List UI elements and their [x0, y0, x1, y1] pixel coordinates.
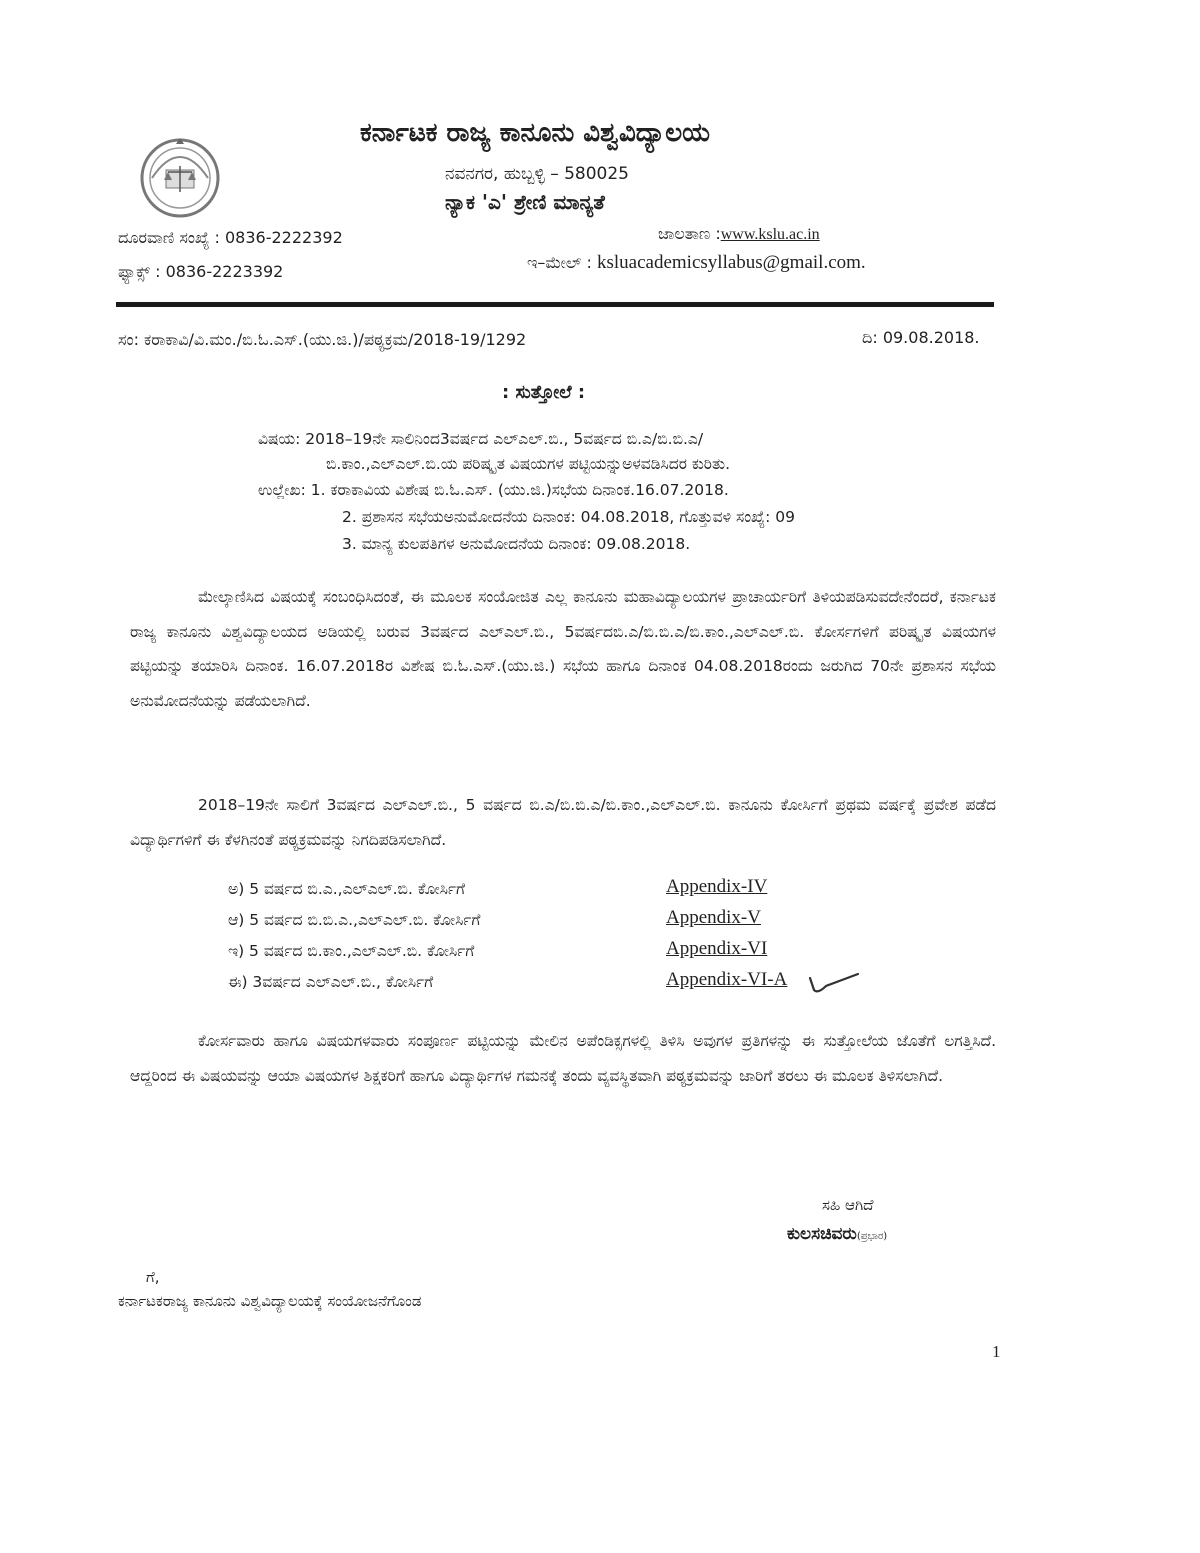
- reference-3: 3. ಮಾನ್ಯ ಕುಲಪತಿಗಳ ಅನುಮೋದನೆಯ ದಿನಾಂಕ: 09.08.2018.: [342, 535, 691, 553]
- appendix-link[interactable]: Appendix-IV: [666, 876, 768, 897]
- reference-1: ಉಲ್ಲೇಖ: 1. ಕರಾಕಾವಿಯ ವಿಶೇಷ ಬಿ.ಓ.ಎಸ್. (ಯು.ಜಿ.)ಸಭೆಯ ದಿನಾಂಕ.16.07.2018.: [258, 481, 729, 499]
- subject-line-2: ಬಿ.ಕಾಂ.,ಎಲ್ಎಲ್.ಬಿ.ಯ ಪರಿಷ್ಕೃತ ವಿಷಯಗಳ ಪಟ್ಟಿಯನ್ನುಅಳವಡಿಸಿದರ ಕುರಿತು.: [326, 455, 731, 473]
- phone-label: ದೂರವಾಣಿ ಸಂಖ್ಯೆ :: [118, 228, 220, 247]
- signatory-title: ಕುಲಸಚಿವರು: [787, 1224, 857, 1244]
- paragraph-1-text: ಮೇಲ್ಕಾಣಿಸಿದ ವಿಷಯಕ್ಕೆ ಸಂಬಂಧಿಸಿದಂತೆ, ಈ ಮೂಲಕ ಸಂಯೋಜಿತ ಎಲ್ಲ ಕಾನೂನು ಮಹಾವಿದ್ಯಾಲಯಗಳ ಪ್ರಾಚಾರ್ಯರಿಗೆ ತಿಳಿಯಪಡಿಸುವದೇನೆಂದರೆ, ಕರ್ನಾಟಕ ರಾಜ್ಯ ಕಾನೂನು ವಿಶ್ವವಿದ್ಯಾಲಯದ ಅಡಿಯಲ್ಲಿ ಬರುವ 3ವರ್ಷದ ಎಲ್ಎಲ್.ಬಿ., 5ವರ್ಷದಬಿ.ಎ/ಬಿ.ಬಿ.ಎ/ಬಿ.ಕಾಂ.,ಎಲ್ಎಲ್.ಬಿ. ಕೋರ್ಸಗಳಿಗೆ ಪರಿಷ್ಕೃತ ವಿಷಯಗಳ ಪಟ್ಟಿಯನ್ನು ತಯಾರಿಸಿ ದಿನಾಂಕ. 16.07.2018ರ ವಿಶೇಷ ಬಿ.ಓ.ಎಸ್.(ಯು.ಜಿ.) ಸಭೆಯ ಹಾಗೂ ದಿನಾಂಕ 04.08.2018ರಂದು ಜರುಗಿದ 70ನೇ ಪ್ರಶಾಸನ ಸಭೆಯ ಅನುಮೋದನೆಯನ್ನು ಪಡೆಯಲಾಗಿದೆ.: [130, 588, 996, 710]
- signatory: [787, 1224, 887, 1244]
- to-recipient: ಕರ್ನಾಟಕರಾಜ್ಯ ಕಾನೂನು ವಿಶ್ವವಿದ್ಯಾಲಯಕ್ಕೆ ಸಂಯೋಜನೆಗೊಂಡ: [118, 1292, 422, 1310]
- paragraph-1: [130, 580, 996, 718]
- signatory-note: (ಪ್ರಭಾರ): [856, 1231, 888, 1242]
- appendix-link[interactable]: Appendix-V: [666, 907, 761, 928]
- university-logo: [132, 126, 228, 222]
- email: [527, 252, 866, 274]
- email-label: ಇ–ಮೇಲ್ :: [527, 253, 592, 272]
- university-address: ನವನಗರ, ಹುಬ್ಬಳ್ಳಿ – 580025: [445, 164, 629, 184]
- signature-note: ಸಹಿ ಆಗಿದೆ: [822, 1196, 874, 1214]
- header-divider: [116, 302, 994, 307]
- appendix-link[interactable]: Appendix-VI: [666, 938, 768, 959]
- reference-number: ಸಂ: ಕರಾಕಾವಿ/ವಿ.ಮಂ./ಬಿ.ಓ.ಎಸ್.(ಯು.ಜಿ.)/ಪಠ್ಯಕ್ರಮ/2018-19/1292: [118, 330, 527, 349]
- paragraph-3: [130, 1024, 996, 1093]
- circular-heading: : ಸುತ್ತೋಲೆ :: [502, 382, 586, 403]
- page-number: 1: [992, 1342, 1001, 1361]
- university-name: ಕರ್ನಾಟಕ ರಾಜ್ಯ ಕಾನೂನು ವಿಶ್ವವಿದ್ಯಾಲಯ: [360, 118, 710, 148]
- to-label: ಗೆ,: [146, 1268, 160, 1286]
- list-item: ಇ) 5 ವರ್ಷದ ಬಿ.ಕಾಂ.,ಎಲ್ಎಲ್.ಬಿ. ಕೋರ್ಸಿಗೆ: [228, 942, 475, 960]
- fax-label: ಫ್ಯಾಕ್ಸ್ :: [118, 262, 161, 281]
- paragraph-3-text: ಕೋರ್ಸವಾರು ಹಾಗೂ ವಿಷಯಗಳವಾರು ಸಂಪೂರ್ಣ ಪಟ್ಟಿಯನ್ನು ಮೇಲಿನ ಅಪೆಂಡಿಕ್ಸಗಳಲ್ಲಿ ತಿಳಿಸಿ ಅವುಗಳ ಪ್ರತಿಗಳನ್ನು ಈ ಸುತ್ತೋಲೆಯ ಜೊತೆಗೆ ಲಗತ್ತಿಸಿದೆ. ಆದ್ದರಿಂದ ಈ ವಿಷಯವನ್ನು ಆಯಾ ವಿಷಯಗಳ ಶಿಕ್ಷಕರಿಗೆ ಹಾಗೂ ವಿದ್ಯಾರ್ಥಿಗಳ ಗಮನಕ್ಕೆ ತಂದು ವ್ಯವಸ್ಥಿತವಾಗಿ ಪಠ್ಯಕ್ರಮವನ್ನು ಜಾರಿಗೆ ತರಲು ಈ ಮೂಲಕ ತಿಳಿಸಲಾಗಿದೆ.: [130, 1032, 996, 1085]
- paragraph-2: [130, 788, 996, 857]
- letter-date: ದಿ: 09.08.2018.: [862, 328, 980, 347]
- appendix-link[interactable]: Appendix-VI-A: [666, 969, 788, 990]
- fax: [118, 262, 283, 282]
- list-item: ಈ) 3ವರ್ಷದ ಎಲ್ಎಲ್.ಬಿ., ಕೋರ್ಸಿಗೆ: [228, 973, 434, 991]
- phone: [118, 228, 343, 248]
- tick-mark-icon: [804, 970, 864, 996]
- website-label: ಜಾಲತಾಣ :: [658, 224, 721, 243]
- phone-value: 0836-2222392: [225, 228, 343, 247]
- accreditation: ನ್ಯಾಕ 'ಎ' ಶ್ರೇಣಿ ಮಾನ್ಯತೆ: [445, 190, 605, 214]
- fax-value: 0836-2223392: [165, 262, 284, 281]
- website: [658, 224, 820, 244]
- paragraph-2-text: 2018–19ನೇ ಸಾಲಿಗೆ 3ವರ್ಷದ ಎಲ್ಎಲ್.ಬಿ., 5 ವರ್ಷದ ಬಿ.ಎ/ಬಿ.ಬಿ.ಎ/ಬಿ.ಕಾಂ.,ಎಲ್ಎಲ್.ಬಿ. ಕಾನೂನು ಕೋರ್ಸಿಗೆ ಪ್ರಥಮ ವರ್ಷಕ್ಕೆ ಪ್ರವೇಶ ಪಡೆದ ವಿದ್ಯಾರ್ಥಿಗಳಿಗೆ ಈ ಕೆಳಗಿನಂತೆ ಪಠ್ಯಕ್ರಮವನ್ನು ನಿಗದಿಪಡಿಸಲಾಗಿದೆ.: [130, 796, 996, 849]
- reference-2: 2. ಪ್ರಶಾಸನ ಸಭೆಯಅನುಮೋದನೆಯ ದಿನಾಂಕ: 04.08.2018, ಗೊತ್ತುವಳಿ ಸಂಖ್ಯೆ: 09: [342, 508, 795, 526]
- website-link[interactable]: www.kslu.ac.in: [720, 226, 820, 243]
- subject-line-1: ವಿಷಯ: 2018–19ನೇ ಸಾಲಿನಿಂದ3ವರ್ಷದ ಎಲ್ಎಲ್.ಬಿ., 5ವರ್ಷದ ಬಿ.ಎ/ಬಿ.ಬಿ.ಎ/: [258, 430, 704, 448]
- list-item: ಅ) 5 ವರ್ಷದ ಬಿ.ಎ.,ಎಲ್ಎಲ್.ಬಿ. ಕೋರ್ಸಿಗೆ: [228, 880, 466, 898]
- email-link[interactable]: ksluacademicsyllabus@gmail.com.: [597, 252, 866, 273]
- list-item: ಆ) 5 ವರ್ಷದ ಬಿ.ಬಿ.ಎ.,ಎಲ್ಎಲ್.ಬಿ. ಕೋರ್ಸಿಗೆ: [228, 911, 481, 929]
